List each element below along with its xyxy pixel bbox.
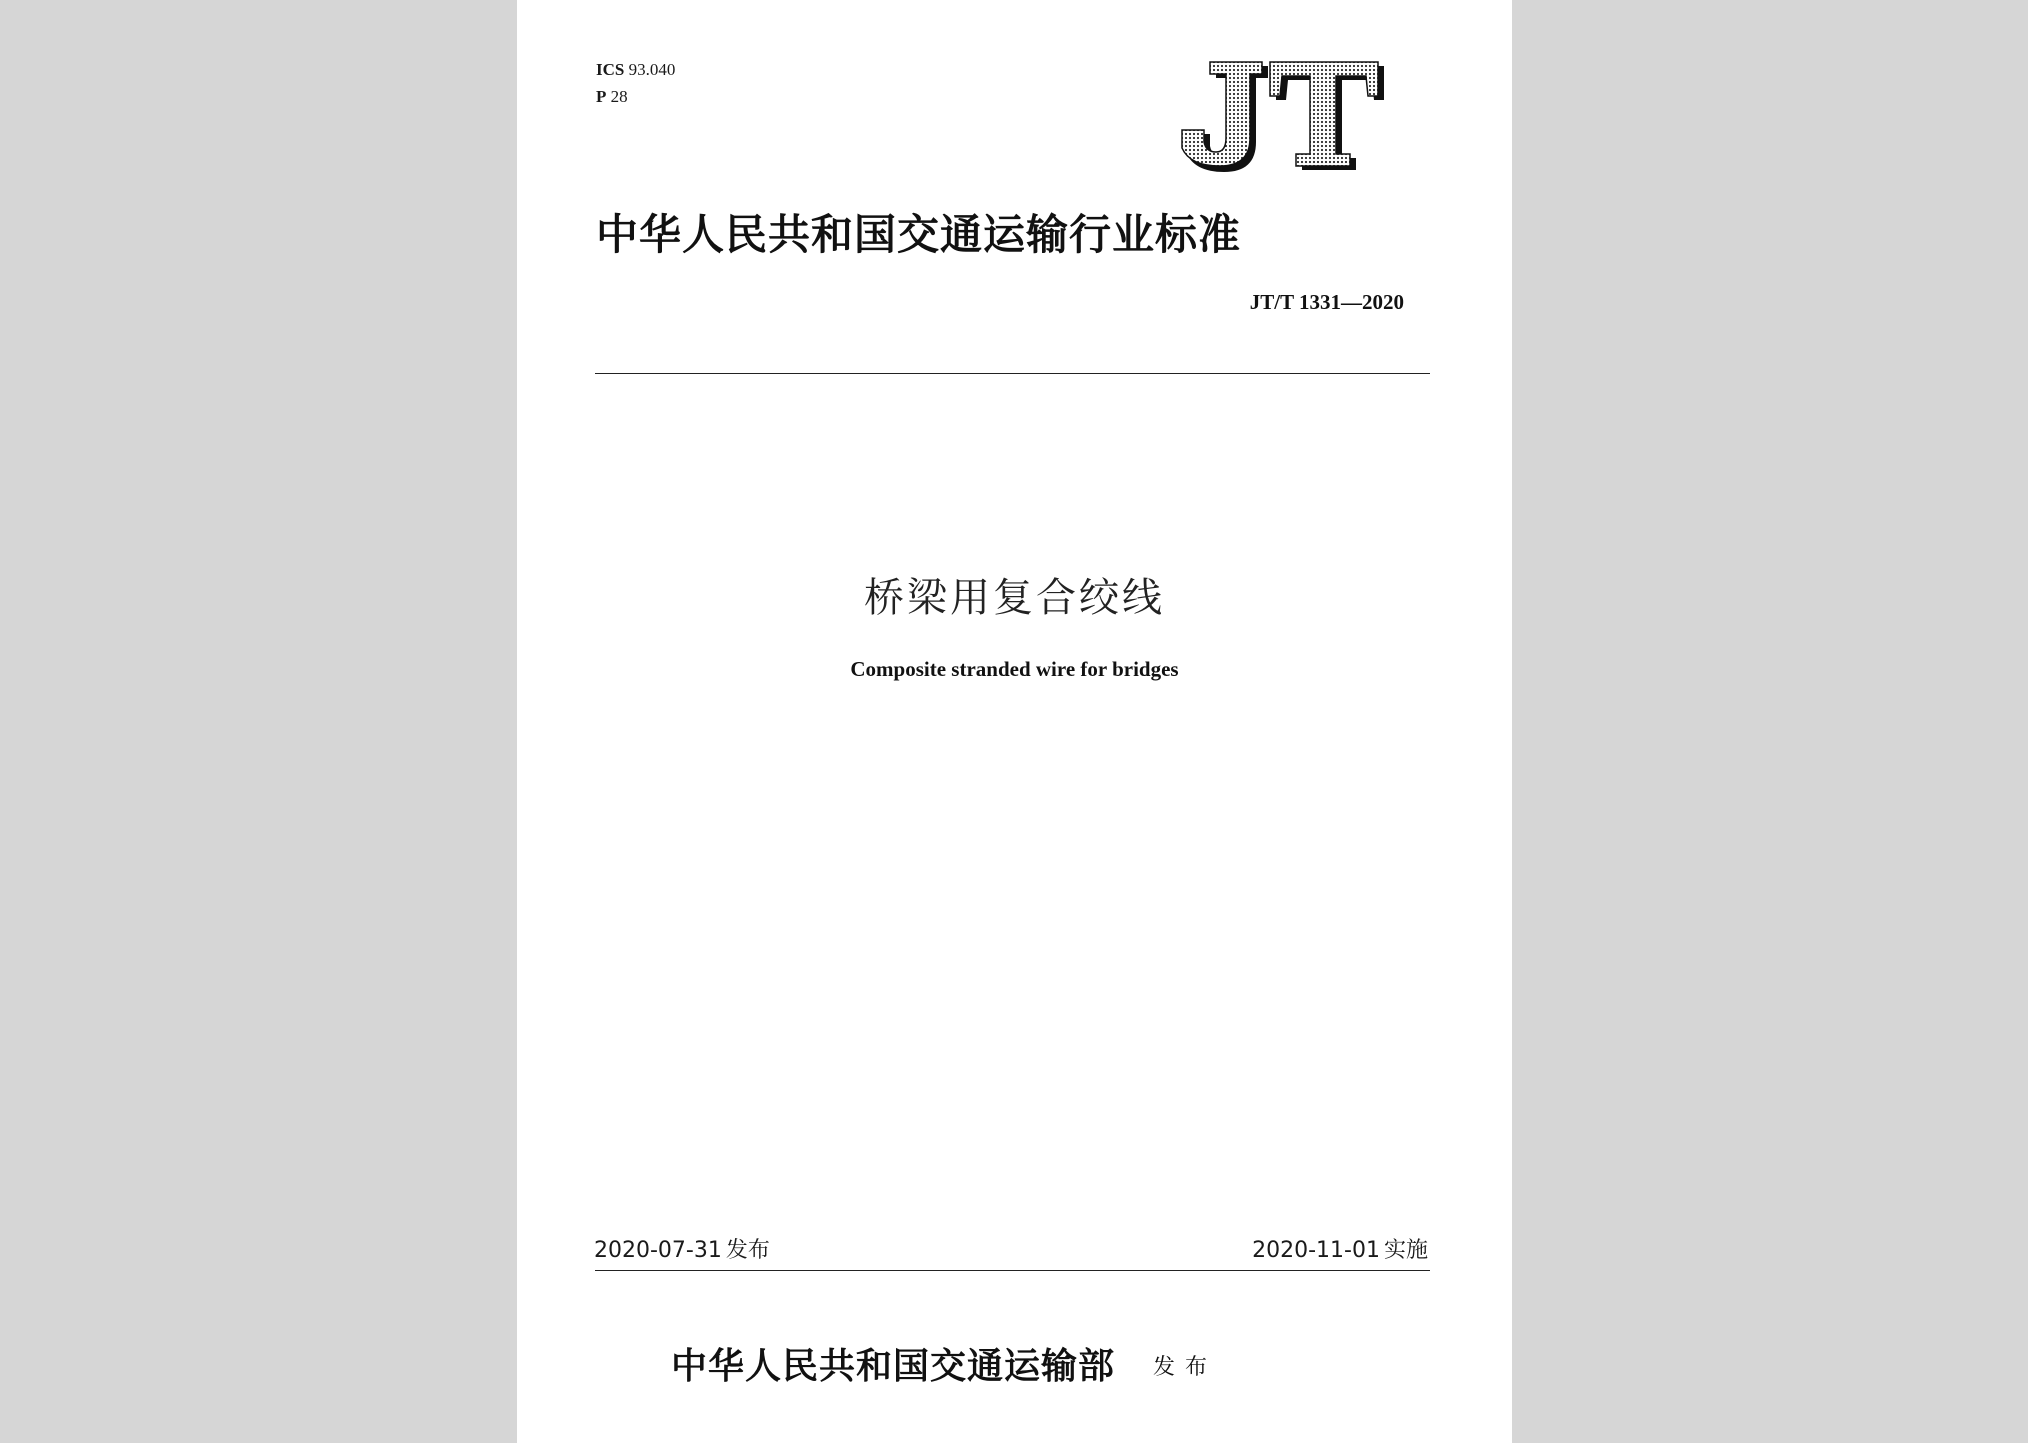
issuer-name: 中华人民共和国交通运输部	[671, 1345, 1116, 1387]
standard-title: 中华人民共和国交通运输行业标准	[596, 210, 1242, 259]
ics-value: 93.040	[628, 60, 676, 79]
issuer-action: 发布	[1153, 1355, 1218, 1380]
effective-date-label: 实施	[1383, 1238, 1428, 1263]
standard-number: JT/T 1331—2020	[1249, 290, 1404, 314]
issue-date	[594, 1233, 770, 1264]
ics-code	[596, 56, 675, 83]
ccs-code	[596, 83, 675, 110]
issue-date-label: 发布	[725, 1238, 770, 1263]
jt-logo	[1172, 60, 1390, 178]
document-title-cn: 桥梁用复合绞线	[864, 575, 1165, 621]
issuer-line	[671, 1338, 1217, 1389]
footer-divider	[595, 1270, 1430, 1271]
ccs-value: 28	[610, 87, 628, 106]
header-divider	[595, 373, 1430, 374]
issue-date-value: 2020-07-31	[594, 1238, 722, 1263]
ccs-label: P	[596, 87, 607, 106]
document-page	[517, 0, 1512, 1443]
ics-label: ICS	[596, 60, 625, 79]
effective-date	[1252, 1233, 1428, 1264]
classification-codes	[596, 56, 675, 110]
document-title-en: Composite stranded wire for bridges	[850, 657, 1179, 681]
effective-date-value: 2020-11-01	[1252, 1238, 1380, 1263]
